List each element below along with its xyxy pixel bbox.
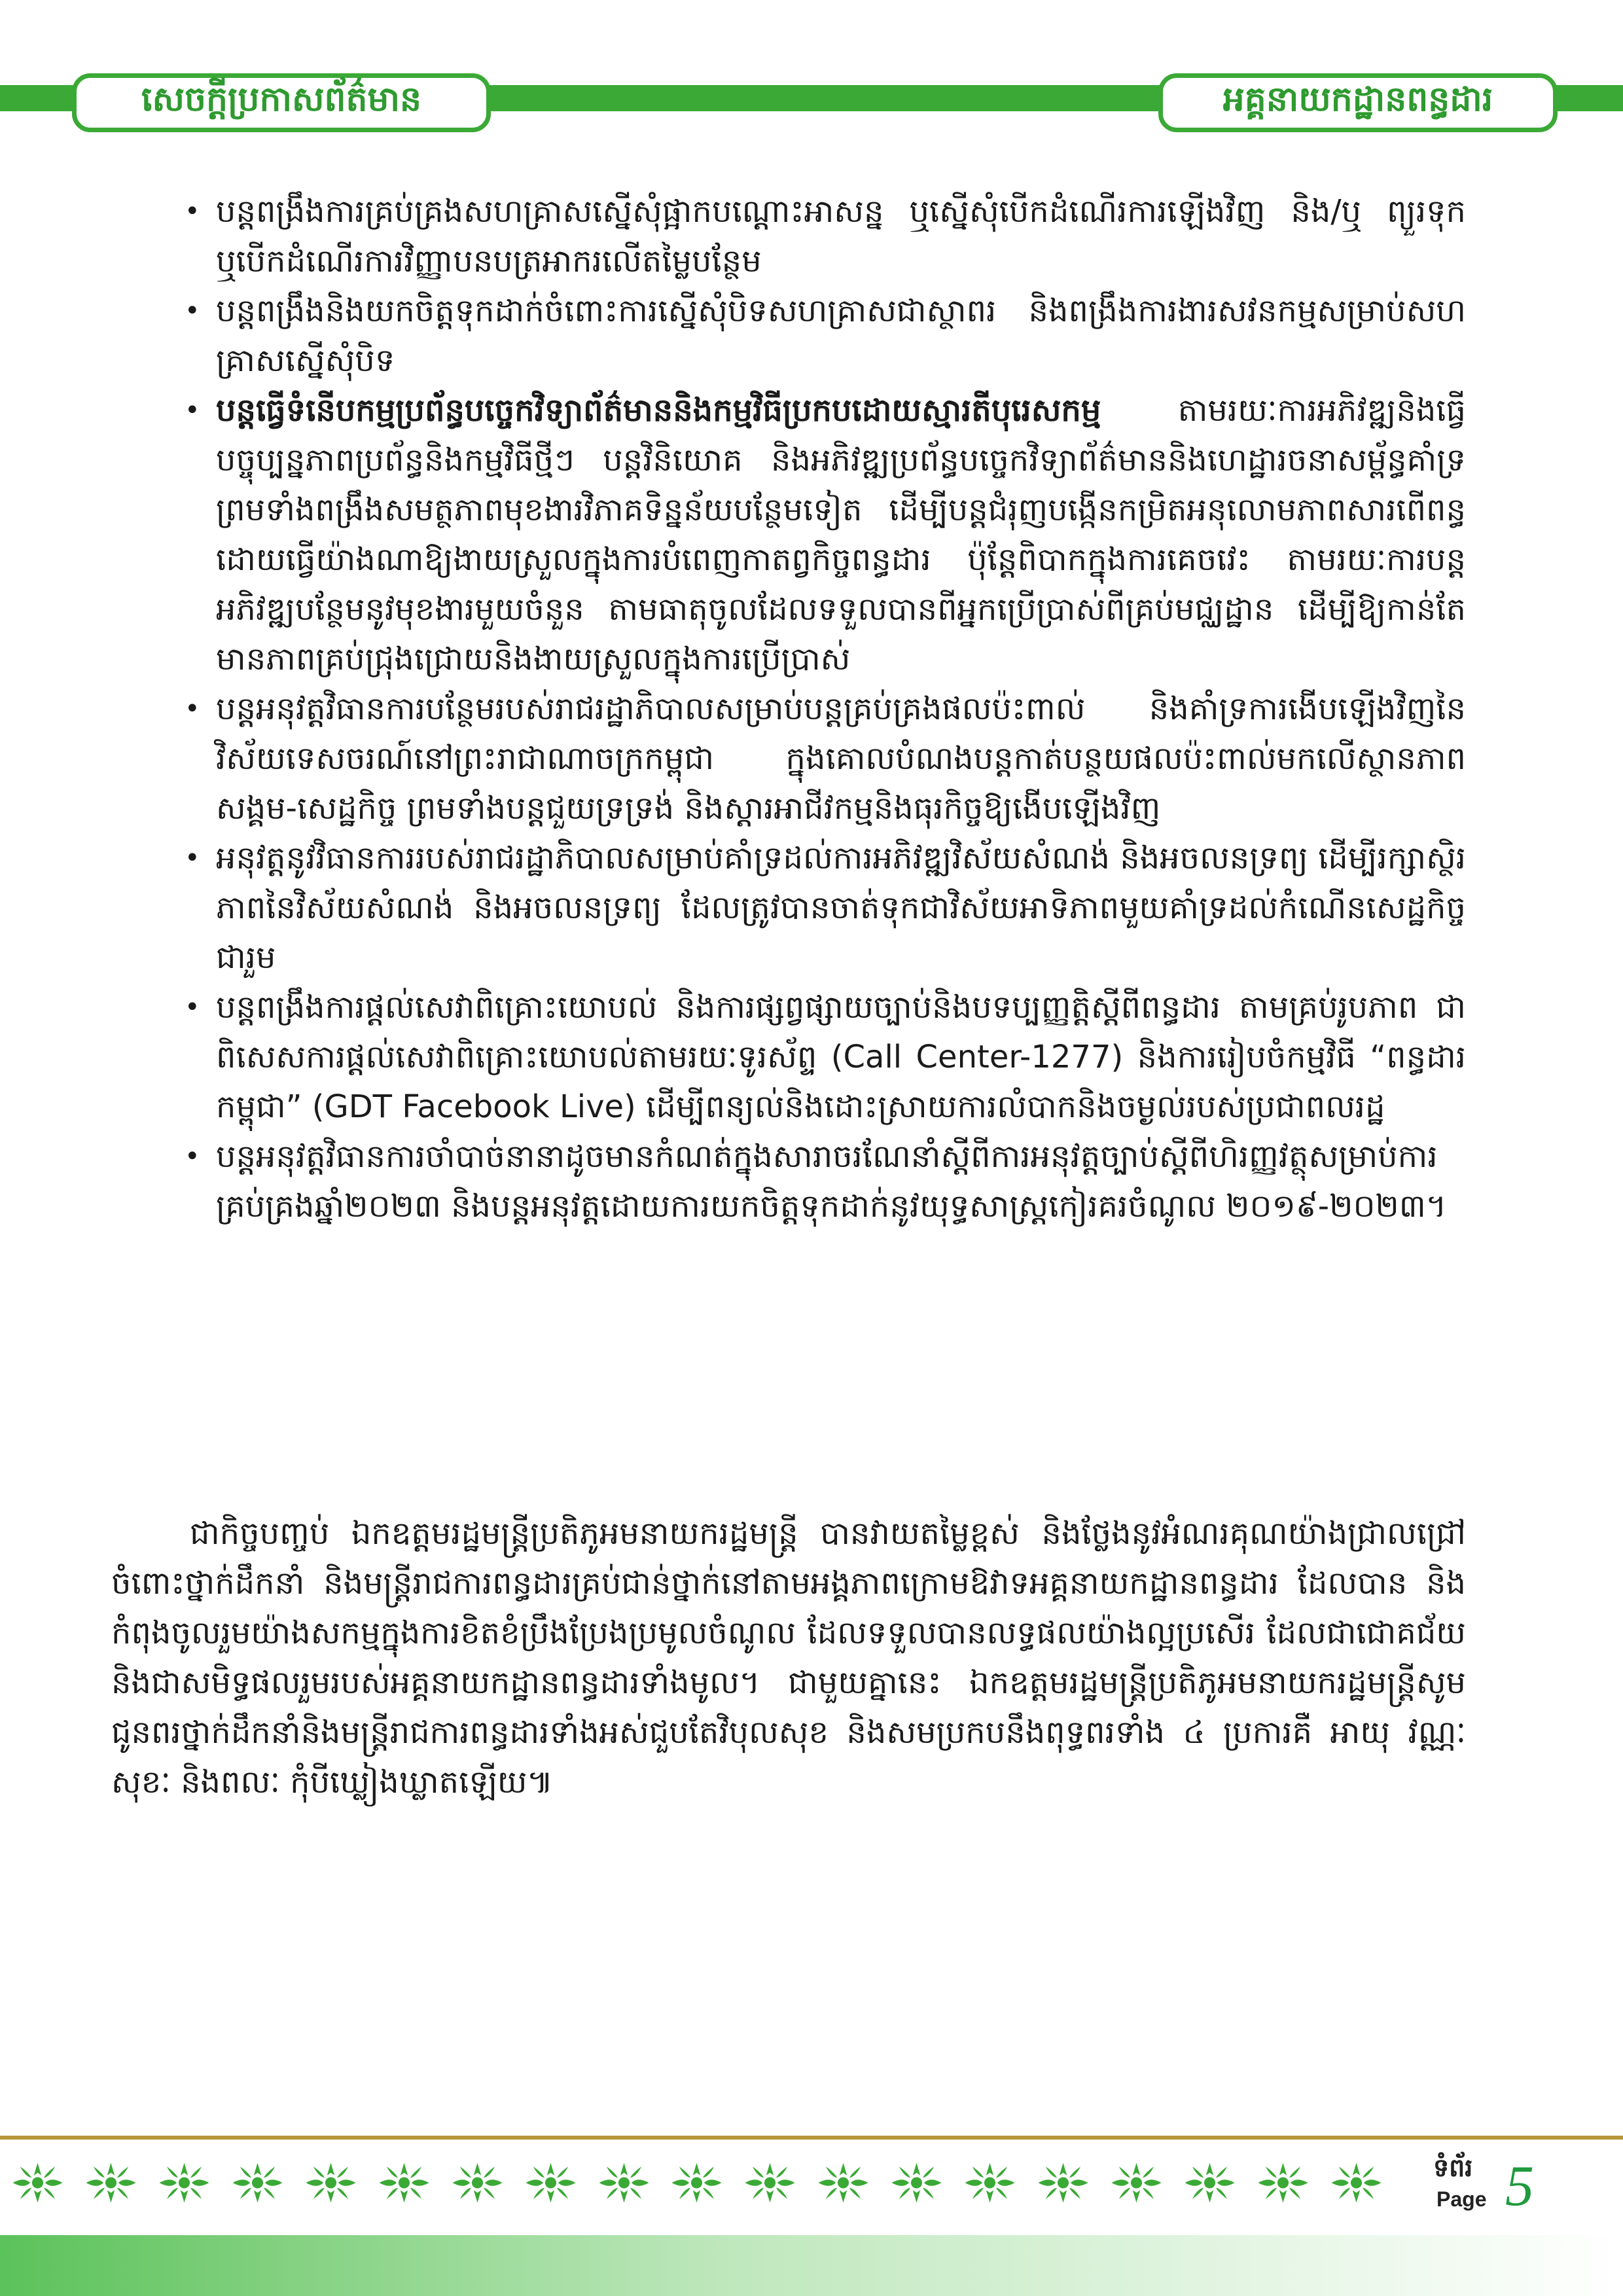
list-item (164, 982, 1466, 1132)
list-item (164, 1132, 1466, 1231)
list-item-text: បន្តពង្រឹងនិងយកចិត្តទុកដាក់ចំពោះការស្នើសុំបិទសហគ្រាសជាស្ថាពរ និងពង្រឹងការងារសវនកម្មសម្រាប់សហគ្រាសស្នើសុំបិទ (216, 293, 1466, 379)
ornament-icon (153, 2157, 215, 2209)
ornament-icon (739, 2157, 801, 2209)
bullet-icon: • (185, 296, 200, 326)
list-item-text: បន្តអនុវត្តវិធានការចាំបាច់នានាដូចមានកំណត់ក្នុងសារាចរណែនាំស្តីពីការអនុវត្តច្បាប់ស្តីពីហិរញ្ញវត្ថុសម្រាប់ការគ្រប់គ្រងឆ្នាំ២០២៣ និងបន្តអនុវត្តដោយការយកចិត្តទុកដាក់នូវយុទ្ធសាស្ត្រកៀរគរចំណូល ២០១៩-២០២៣។ (216, 1138, 1447, 1225)
list-item-text: បន្តអនុវត្តវិធានការបន្ថែមរបស់រាជរដ្ឋាភិបាលសម្រាប់បន្តគ្រប់គ្រងផលប៉ះពាល់ និងគាំទ្រការងើបឡើងវិញនៃវិស័យទេសចរណ៍នៅព្រះរាជាណាចក្រកម្ពុជា ក្នុងគោលបំណងបន្តកាត់បន្ថយផលប៉ះពាល់មកលើស្ថានភាពសង្គម-សេដ្ឋកិច្ច ព្រមទាំងបន្តជួយទ្រទ្រង់ និងស្តារអាជីវកម្មនិងធុរកិច្ចឱ្យងើបឡើងវិញ (216, 691, 1466, 827)
ornament-icon (446, 2157, 508, 2209)
ornament-icon (80, 2157, 142, 2209)
list-item (164, 286, 1466, 386)
page-label-en: Page (1436, 2187, 1487, 2211)
list-item (164, 684, 1466, 833)
ornament-icon (959, 2157, 1021, 2209)
list-item (164, 833, 1466, 982)
ornament-icon (666, 2157, 728, 2209)
list-item-text: អនុវត្តនូវវិធានការរបស់រាជរដ្ឋាភិបាលសម្រាប់គាំទ្រដល់ការអភិវឌ្ឍវិស័យសំណង់ និងអចលនទ្រព្យ ដើម្បីរក្សាស្ថិរភាពនៃវិស័យសំណង់ និងអចលនទ្រព្យ ដែលត្រូវបានចាត់ទុកជាវិស័យអាទិភាពមួយគាំទ្រដល់កំណើនសេដ្ឋកិច្ចជារួម (216, 840, 1466, 976)
bullet-list (164, 187, 1466, 1231)
list-item (164, 187, 1466, 286)
list-item-text: បន្តពង្រឹងការគ្រប់គ្រងសហគ្រាសស្នើសុំផ្អាកបណ្តោះអាសន្ន ឬស្នើសុំបើកដំណើរការឡើងវិញ និង/ឬ ព្យួរទុក ឬបើកដំណើរការវិញ្ញាបនបត្រអាករលើតម្លៃបន្ថែម (216, 193, 1466, 279)
footer-ornament-row (7, 2153, 1387, 2212)
ornament-icon (1179, 2157, 1241, 2209)
ornament-icon (520, 2157, 582, 2209)
ornament-icon (1105, 2157, 1168, 2209)
bullet-icon: • (185, 694, 200, 724)
ornament-icon (812, 2157, 874, 2209)
bullet-icon: • (185, 1141, 200, 1172)
ornament-icon (373, 2157, 435, 2209)
ornament-icon (885, 2157, 948, 2209)
ornament-icon (1325, 2157, 1387, 2209)
list-item (164, 386, 1466, 684)
header-right-title: អគ្គនាយកដ្ឋានពន្ធដារ (1158, 73, 1558, 132)
page-number: 5 (1505, 2155, 1534, 2218)
list-item-bold-lead: បន្តធ្វើទំនើបកម្មប្រព័ន្ធបច្ចេកវិទ្យាព័ត៌មាននិងកម្មវិធីប្រកបដោយស្មារតីបុរេសកម្ម (216, 392, 1101, 429)
ornament-icon (7, 2157, 69, 2209)
bullet-icon: • (185, 395, 200, 425)
bullet-icon: • (185, 196, 200, 226)
footer-rule (0, 2136, 1623, 2140)
list-item-text: តាមរយៈការអភិវឌ្ឍនិងធ្វើបច្ចុប្បន្នភាពប្រព័ន្ធនិងកម្មវិធីថ្មីៗ បន្តវិនិយោគ និងអភិវឌ្ឍប្រព័ន្ធបច្ចេកវិទ្យាព័ត៌មាននិងហេដ្ឋារចនាសម្ព័ន្ធគាំទ្រ ព្រមទាំងពង្រឹងសមត្ថភាពមុខងារវិភាគទិន្នន័យបន្ថែមទៀត ដើម្បីបន្តជំរុញបង្កើនកម្រិតអនុលោមភាពសារពើពន្ធ ដោយធ្វើយ៉ាងណាឱ្យងាយស្រួលក្នុងការបំពេញកាតព្វកិច្ចពន្ធដារ ប៉ុន្តែពិបាកក្នុងការគេចវេះ តាមរយៈការបន្តអភិវឌ្ឍបន្ថែមនូវមុខងារមួយចំនួន តាមធាតុចូលដែលទទួលបានពីអ្នកប្រើប្រាស់ពីគ្រប់មជ្ឈដ្ឋាន ដើម្បីឱ្យកាន់តែមានភាពគ្រប់ជ្រុងជ្រោយនិងងាយស្រួលក្នុងការប្រើប្រាស់ (216, 392, 1466, 677)
header-left-title: សេចក្តីប្រកាសព័ត៌មាន (72, 73, 491, 132)
bullet-icon: • (185, 843, 200, 873)
ornament-icon (1032, 2157, 1094, 2209)
footer-gradient-bar (0, 2235, 1623, 2296)
ornament-icon (593, 2157, 655, 2209)
ornament-icon (300, 2157, 362, 2209)
list-item-text: បន្តពង្រឹងការផ្តល់សេវាពិគ្រោះយោបល់ និងការផ្សព្វផ្សាយច្បាប់និងបទប្បញ្ញត្តិស្តីពីពន្ធដារ តាមគ្រប់រូបភាព ជាពិសេសការផ្តល់សេវាពិគ្រោះយោបល់តាមរយៈទូរស័ព្ទ (Call Center-1277) និងការរៀបចំកម្មវិធី “ពន្ធដារកម្ពុជា” (GDT Facebook Live) ដើម្បីពន្យល់និងដោះស្រាយការលំបាកនិងចម្ងល់របស់ប្រជាពលរដ្ឋ (216, 989, 1466, 1125)
bullet-icon: • (185, 992, 200, 1022)
page-label-kh: ទំព័រ (1433, 2153, 1473, 2182)
closing-paragraph: ជាកិច្ចបញ្ចប់ ឯកឧត្តមរដ្ឋមន្ត្រីប្រតិភូអមនាយករដ្ឋមន្ត្រី បានវាយតម្លៃខ្ពស់ និងថ្លែងនូវអំណរគុណយ៉ាងជ្រាលជ្រៅចំពោះថ្នាក់ដឹកនាំ និងមន្ត្រីរាជការពន្ធដារគ្រប់ជាន់ថ្នាក់នៅតាមអង្គភាពក្រោមឱវាទអគ្គនាយកដ្ឋានពន្ធដារ ដែលបាន និងកំពុងចូលរួមយ៉ាងសកម្មក្នុងការខិតខំប្រឹងប្រែងប្រមូលចំណូល ដែលទទួលបានលទ្ធផលយ៉ាងល្អប្រសើរ ដែលជាជោគជ័យនិងជាសមិទ្ធផលរួមរបស់អគ្គនាយកដ្ឋានពន្ធដារទាំងមូល។ ជាមួយគ្នានេះ ឯកឧត្តមរដ្ឋមន្ត្រីប្រតិភូអមនាយករដ្ឋមន្ត្រីសូមជូនពរថ្នាក់ដឹកនាំនិងមន្ត្រីរាជការពន្ធដារទាំងអស់ជួបតែវិបុលសុខ និងសមប្រកបនឹងពុទ្ធពរទាំង ៤ ប្រការគឺ អាយុ វណ្ណៈ សុខៈ និងពលៈ កុំបីឃ្លៀងឃ្លាតឡើយ៕ (111, 1515, 1466, 1801)
ornament-icon (226, 2157, 289, 2209)
ornament-icon (1252, 2157, 1314, 2209)
